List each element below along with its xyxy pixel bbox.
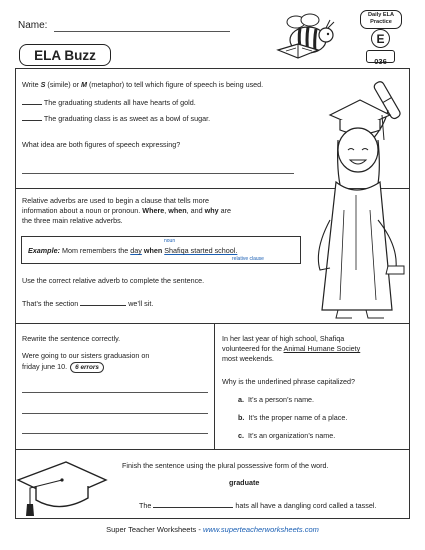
- cap-passage-line-1: In her last year of high school, Shafiqa: [222, 334, 345, 343]
- example-relative-clause: Shafiqa started school.: [164, 246, 238, 255]
- cap-passage-line-3: most weekends.: [222, 354, 274, 363]
- adverbs-line-3: the three main relative adverbs.: [22, 216, 123, 225]
- instruction-part: Write: [22, 80, 41, 89]
- rewrite-instruction: Rewrite the sentence correctly.: [22, 334, 121, 343]
- rewrite-sentence-line-2-text: friday june 10.: [22, 362, 68, 371]
- figures-instruction: [22, 80, 263, 90]
- possessive-answer-blank[interactable]: [153, 500, 233, 508]
- option-letter: b.: [238, 413, 245, 422]
- worksheet-title: ELA Buzz: [34, 47, 96, 63]
- example-sentence: [28, 246, 237, 256]
- graduate-girl-illustration: [300, 70, 410, 320]
- cap-option-a[interactable]: [238, 395, 314, 404]
- adverbs-line-2-end: are: [218, 206, 231, 215]
- adverbs-instruction: Use the correct relative adverb to complete the sentence.: [22, 276, 205, 285]
- rewrite-sentence-line-1: Were going to our sisters graduasion on: [22, 351, 150, 360]
- adverbs-sentence-end: we’ll sit.: [128, 299, 154, 308]
- option-text: It’s a person’s name.: [248, 395, 315, 404]
- punct: , and: [186, 206, 205, 215]
- badge-line-1: Daily ELA: [367, 12, 395, 18]
- bee-reading-illustration: [268, 10, 348, 62]
- possessive-sentence-start: The: [139, 501, 152, 510]
- badge-number: 036: [374, 57, 387, 66]
- name-label: Name:: [18, 20, 48, 31]
- adverbs-sentence: [22, 298, 153, 309]
- footer: [0, 525, 425, 535]
- example-label: Example:: [28, 246, 60, 255]
- instruction-part: (metaphor) to tell which figure of speech is being used.: [86, 80, 264, 89]
- adverb-why: why: [204, 206, 219, 215]
- example-noun-day: day: [130, 246, 142, 255]
- badge-letter: E: [376, 31, 385, 46]
- graduation-cap-illustration: [16, 458, 108, 520]
- rewrite-answer-line-1[interactable]: [22, 392, 208, 393]
- example-box: [21, 236, 301, 264]
- error-count-badge: 6 errors: [70, 362, 104, 373]
- adverb-when: when: [168, 206, 187, 215]
- simile-letter: S: [40, 80, 46, 89]
- figure-item-1-text: The graduating students all have hearts of gold.: [43, 98, 196, 107]
- adverbs-sentence-start: That’s the section: [22, 299, 79, 308]
- metaphor-letter: M: [80, 80, 87, 89]
- example-text: Mom remembers the: [59, 246, 131, 255]
- daily-practice-badge: [356, 10, 404, 70]
- adverbs-line-2: [22, 206, 231, 216]
- title-box: [19, 44, 111, 66]
- cap-option-c[interactable]: [238, 431, 335, 440]
- figure-item-2-text: The graduating class is as sweet as a bowl of sugar.: [43, 114, 211, 123]
- cap-passage-line-2-text: volunteered for the: [222, 344, 284, 353]
- badge-label-box: [360, 10, 402, 29]
- example-adverb-when: when: [143, 246, 163, 255]
- bee-wing-right: [301, 14, 319, 26]
- underlined-phrase: Animal Humane Society: [283, 344, 361, 353]
- figures-answer-line[interactable]: [22, 173, 294, 174]
- badge-number-box: [366, 50, 395, 66]
- girl-face: [338, 128, 378, 172]
- possessive-sentence: [139, 500, 376, 511]
- cap-option-b[interactable]: [238, 413, 347, 422]
- adverbs-line-2-text: information about a noun or pronoun.: [22, 206, 143, 215]
- noun-tag: noun: [164, 238, 176, 244]
- rewrite-sentence-line-2: [22, 362, 104, 373]
- figure-item-2: [22, 113, 210, 124]
- option-text: It’s an organization’s name.: [248, 431, 336, 440]
- name-line[interactable]: [54, 31, 230, 32]
- rewrite-answer-line-2[interactable]: [22, 413, 208, 414]
- option-letter: c.: [238, 431, 244, 440]
- adverb-answer-blank[interactable]: [80, 298, 126, 306]
- answer-blank-1[interactable]: [22, 97, 42, 105]
- footer-brand: Super Teacher Worksheets -: [106, 525, 203, 534]
- footer-url-link[interactable]: www.superteacherworksheets.com: [202, 525, 319, 534]
- bee-head: [319, 28, 333, 42]
- badge-line-2: Practice: [370, 19, 392, 25]
- answer-blank-2[interactable]: [22, 113, 42, 121]
- figure-item-1: [22, 97, 196, 108]
- figures-question: What idea are both figures of speech expressing?: [22, 140, 181, 149]
- rewrite-answer-line-3[interactable]: [22, 433, 208, 434]
- option-text: It’s the proper name of a place.: [248, 413, 348, 422]
- cap-passage-line-2: [222, 344, 360, 354]
- adverb-where: Where: [142, 206, 165, 215]
- possessive-instruction: Finish the sentence using the plural possessive form of the word.: [122, 461, 329, 470]
- badge-letter-circle: [371, 29, 390, 48]
- relative-clause-tag: relative clause: [232, 256, 264, 262]
- option-letter: a.: [238, 395, 244, 404]
- cap-question: Why is the underlined phrase capitalized?: [222, 377, 356, 386]
- possessive-sentence-end: hats all have a dangling cord called a tassel.: [235, 501, 377, 510]
- punct: ,: [164, 206, 169, 215]
- adverbs-line-1: Relative adverbs are used to begin a clause that tells more: [22, 196, 209, 205]
- instruction-part: (simile) or: [45, 80, 81, 89]
- possessive-word: graduate: [229, 478, 260, 487]
